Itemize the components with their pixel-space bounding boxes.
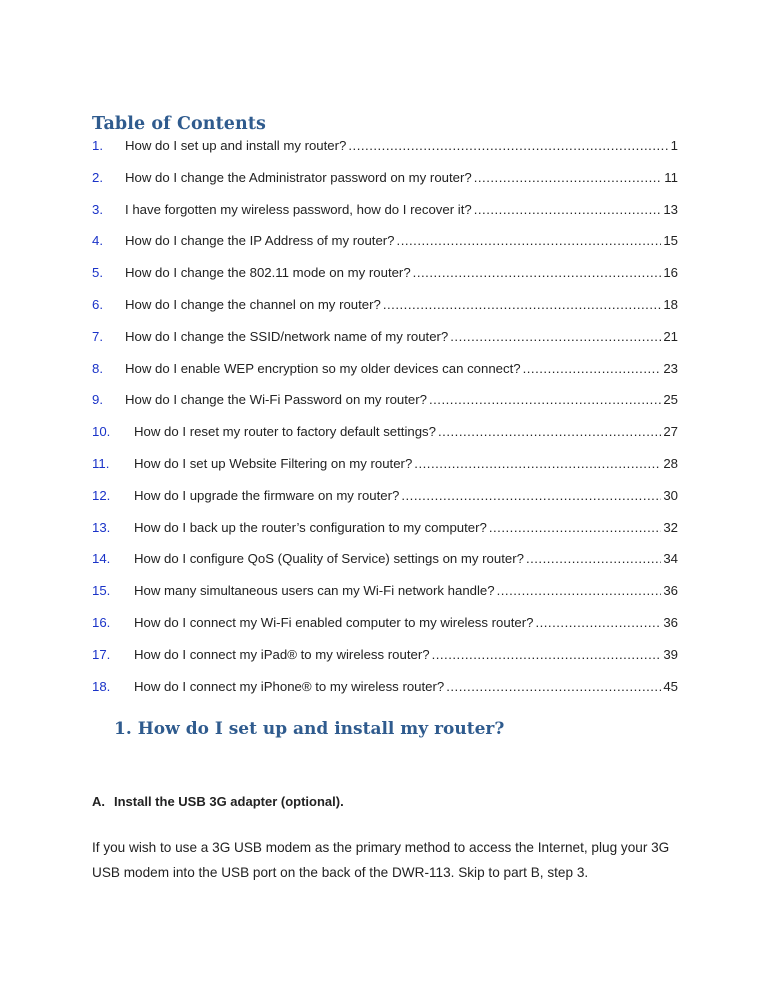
toc-entry-page[interactable]: 36 — [663, 583, 678, 599]
section-heading — [114, 719, 504, 739]
toc-entry[interactable] — [92, 297, 678, 329]
toc-entry[interactable] — [92, 361, 678, 393]
toc-leader-dots — [432, 647, 662, 662]
toc-entry-number: 3. — [92, 201, 103, 217]
toc-entry[interactable] — [92, 424, 678, 456]
toc-leader-dots — [446, 679, 661, 694]
toc-leader-dots — [383, 297, 661, 312]
toc-entry-text[interactable]: How do I change the channel on my router? — [125, 296, 381, 312]
toc-entry[interactable] — [92, 647, 678, 679]
toc-entry-page[interactable]: 34 — [663, 551, 678, 567]
toc-entry-number: 5. — [92, 265, 103, 281]
toc-entry-number: 1. — [92, 138, 103, 153]
toc-entry-text[interactable]: How do I set up and install my router? — [125, 138, 347, 153]
toc-leader-dots — [526, 551, 661, 566]
toc-entry[interactable] — [92, 551, 678, 583]
toc-entry-page[interactable]: 16 — [663, 265, 678, 281]
toc-leader-dots — [450, 329, 661, 344]
toc-entry[interactable] — [92, 615, 678, 647]
toc-entry[interactable] — [92, 488, 678, 520]
toc-entry-page[interactable]: 39 — [663, 646, 678, 662]
toc-entry-number: 14. — [92, 551, 111, 567]
toc-entry[interactable] — [92, 456, 678, 488]
toc-entry-number: 11. — [92, 455, 110, 471]
toc-entry-text[interactable]: How do I connect my iPad® to my wireless router? — [134, 646, 430, 662]
toc-entry[interactable] — [92, 265, 678, 297]
toc-entry[interactable] — [92, 583, 678, 615]
toc-entry-number: 6. — [92, 296, 103, 312]
toc-leader-dots — [497, 583, 662, 598]
toc-entry-number: 12. — [92, 487, 111, 503]
toc-leader-dots — [523, 361, 662, 376]
toc-leader-dots — [397, 233, 662, 248]
toc-entry-number: 9. — [92, 392, 103, 408]
section-title: How do I set up and install my router? — [137, 719, 505, 739]
toc-leader-dots — [489, 520, 661, 535]
toc-entry-page[interactable]: 15 — [663, 233, 678, 249]
toc-entry-page[interactable]: 30 — [663, 487, 678, 503]
toc-entry-page[interactable]: 23 — [663, 360, 678, 376]
toc-entry-number: 7. — [92, 328, 103, 344]
toc-entry[interactable] — [92, 170, 678, 202]
toc-entry-number: 13. — [92, 519, 111, 535]
toc-entry[interactable] — [92, 202, 678, 234]
toc-leader-dots — [535, 615, 661, 630]
toc-entry-page[interactable]: 1 — [670, 138, 678, 153]
toc-entry-page[interactable]: 36 — [663, 614, 678, 630]
toc-entry[interactable] — [92, 329, 678, 361]
toc-entry-text[interactable]: How do I back up the router’s configuration to my computer? — [134, 519, 487, 535]
toc-entry-text[interactable]: How do I change the Administrator password on my router? — [125, 169, 472, 185]
toc-leader-dots — [414, 456, 661, 471]
toc-leader-dots — [438, 424, 661, 439]
toc-entry-text[interactable]: How many simultaneous users can my Wi-Fi network handle? — [134, 583, 495, 599]
toc-entry-number: 15. — [92, 583, 111, 599]
toc-entry-page[interactable]: 25 — [663, 392, 678, 408]
toc-entry-number: 10. — [92, 424, 111, 440]
toc-entry-page[interactable]: 32 — [663, 519, 678, 535]
toc-entry-number: 16. — [92, 614, 111, 630]
toc-entry-text[interactable]: I have forgotten my wireless password, how do I recover it? — [125, 201, 472, 217]
subsection-heading — [92, 794, 344, 809]
toc-entry[interactable] — [92, 520, 678, 552]
toc-entry-page[interactable]: 18 — [663, 296, 678, 312]
toc-entry-text[interactable]: How do I change the SSID/network name of my router? — [125, 328, 449, 344]
toc-list — [92, 138, 678, 710]
toc-entry-text[interactable]: How do I reset my router to factory default settings? — [134, 424, 436, 440]
toc-entry-number: 4. — [92, 233, 103, 249]
toc-entry-page[interactable]: 45 — [663, 678, 678, 694]
toc-entry-text[interactable]: How do I set up Website Filtering on my router? — [134, 455, 413, 471]
toc-entry-page[interactable]: 27 — [663, 424, 678, 440]
toc-leader-dots — [413, 265, 662, 280]
toc-title: Table of Contents — [92, 114, 266, 134]
toc-entry-text[interactable]: How do I change the 802.11 mode on my router? — [125, 265, 411, 281]
toc-entry-text[interactable]: How do I upgrade the firmware on my router? — [134, 487, 400, 503]
toc-entry-text[interactable]: How do I connect my Wi-Fi enabled computer to my wireless router? — [134, 614, 534, 630]
toc-entry-text[interactable]: How do I connect my iPhone® to my wireless router? — [134, 678, 445, 694]
toc-entry-text[interactable]: How do I change the Wi-Fi Password on my router? — [125, 392, 427, 408]
toc-leader-dots — [348, 138, 668, 153]
toc-entry-number: 18. — [92, 678, 111, 694]
toc-entry-text[interactable]: How do I change the IP Address of my router? — [125, 233, 395, 249]
toc-entry[interactable] — [92, 233, 678, 265]
toc-entry[interactable] — [92, 679, 678, 711]
toc-entry-number: 8. — [92, 360, 103, 376]
subsection-title: Install the USB 3G adapter (optional). — [114, 794, 344, 809]
toc-leader-dots — [474, 202, 662, 217]
toc-entry-page[interactable]: 13 — [663, 201, 678, 217]
toc-leader-dots — [401, 488, 661, 503]
toc-entry-page[interactable]: 11 — [664, 169, 678, 185]
subsection-letter: A. — [92, 794, 105, 809]
section-number: 1. — [114, 719, 132, 739]
toc-entry-number: 2. — [92, 169, 103, 185]
toc-leader-dots — [429, 392, 661, 407]
toc-entry-page[interactable]: 28 — [663, 455, 678, 471]
toc-leader-dots — [474, 170, 663, 185]
toc-entry[interactable] — [92, 392, 678, 424]
toc-entry[interactable] — [92, 138, 678, 170]
toc-entry-text[interactable]: How do I enable WEP encryption so my older devices can connect? — [125, 360, 521, 376]
toc-entry-text[interactable]: How do I configure QoS (Quality of Service) settings on my router? — [134, 551, 524, 567]
body-paragraph: If you wish to use a 3G USB modem as the primary method to access the Internet, plug your 3G USB modem into the USB port on the back of the DWR-113. Skip to part B, step 3. — [92, 840, 670, 880]
toc-entry-number: 17. — [92, 646, 111, 662]
toc-entry-page[interactable]: 21 — [663, 328, 678, 344]
